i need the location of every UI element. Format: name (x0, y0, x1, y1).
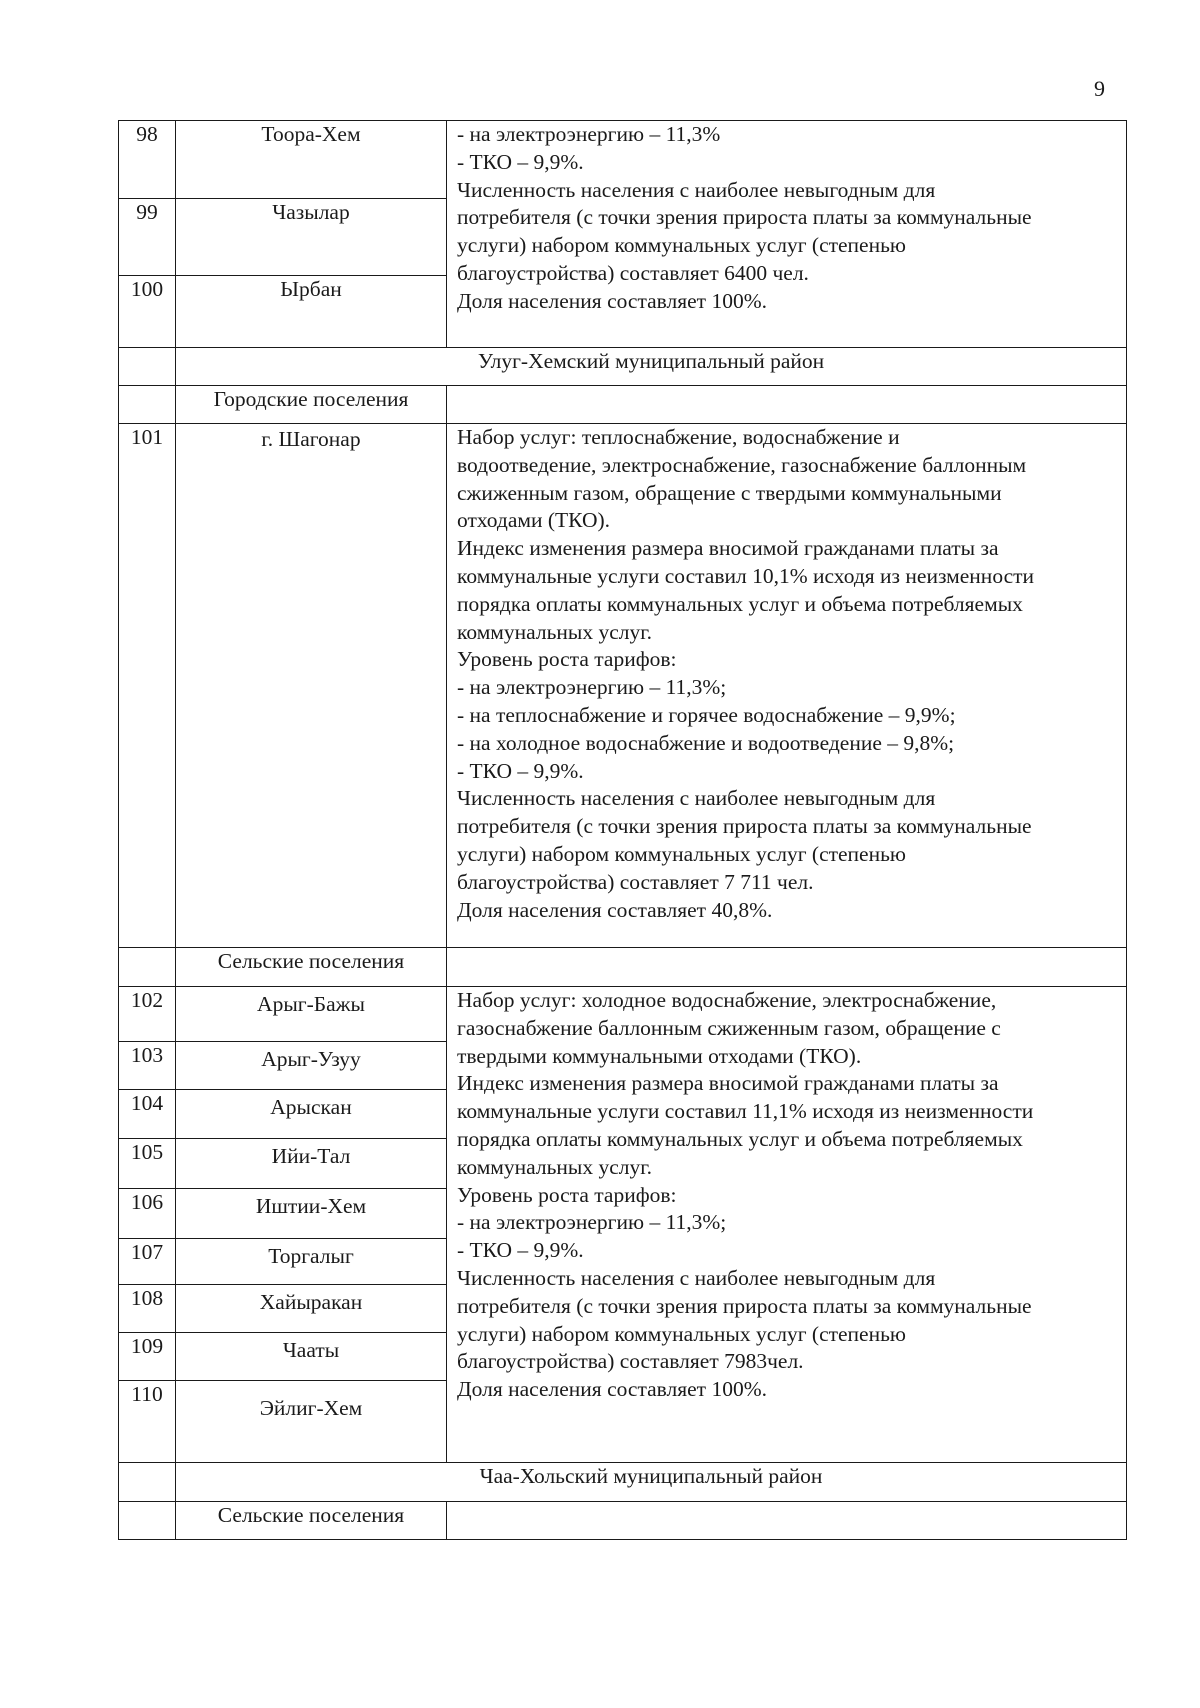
settlement-name: Арыскан (176, 1090, 447, 1139)
description-line: Доля населения составляет 100%. (457, 288, 767, 313)
settlement-name: Торгалыг (176, 1239, 447, 1285)
section-heading: Сельские поселения (176, 948, 447, 987)
row-number: 102 (119, 987, 176, 1042)
table-row (119, 121, 1127, 199)
description-line: коммунальные услуги составил 11,1% исходя из неизменности (457, 1099, 1034, 1124)
description-line: услуги) набором коммунальных услуг (степенью (457, 233, 906, 258)
row-number: 107 (119, 1239, 176, 1285)
description-line: - на электроэнергию – 11,3%; (457, 1210, 727, 1235)
description-line: - ТКО – 9,9%. (457, 758, 584, 783)
settlement-description (447, 987, 1127, 1463)
description-line: потребителя (с точки зрения прироста платы за коммунальные (457, 1293, 1032, 1318)
description-line: Набор услуг: холодное водоснабжение, электроснабжение, (457, 988, 997, 1012)
row-number: 108 (119, 1285, 176, 1333)
description-line: благоустройства) составляет 7 711 чел. (457, 869, 814, 894)
description-line: газоснабжение баллонным сжиженным газом, обращение с (457, 1015, 1001, 1040)
settlement-name: Тоора-Хем (176, 121, 447, 199)
page-number: 9 (1094, 76, 1105, 101)
description-line: Доля населения составляет 40,8%. (457, 897, 773, 922)
description-line: Численность населения с наиболее невыгодным для (457, 177, 936, 202)
row-number: 109 (119, 1333, 176, 1381)
description-line: сжиженным газом, обращение с твердыми коммунальными (457, 480, 1002, 505)
description-line: Индекс изменения размера вносимой гражданами платы за (457, 1071, 999, 1096)
row-number: 105 (119, 1139, 176, 1189)
settlement-name: Арыг-Узуу (176, 1042, 447, 1090)
section-heading: Городские поселения (176, 386, 447, 424)
row-number: 104 (119, 1090, 176, 1139)
settlement-name: Чааты (176, 1333, 447, 1381)
description-line: водоотведение, электроснабжение, газоснабжение баллонным (457, 452, 1027, 477)
description-line: - на электроэнергию – 11,3%; (457, 675, 727, 700)
section-heading: Сельские поселения (176, 1502, 447, 1540)
description-line: услуги) набором коммунальных услуг (степенью (457, 841, 906, 866)
description-line: - на электроэнергию – 11,3% (457, 122, 721, 146)
settlement-name: Эйлиг-Хем (176, 1381, 447, 1463)
section-row (119, 948, 1127, 987)
description-line: - на теплоснабжение и горячее водоснабжение – 9,9%; (457, 702, 956, 727)
description-line: Набор услуг: теплоснабжение, водоснабжение и (457, 425, 900, 449)
description-line: коммунальных услуг. (457, 619, 653, 644)
description-line: - на холодное водоснабжение и водоотведение – 9,8%; (457, 730, 955, 755)
section-row (119, 386, 1127, 424)
description-line: порядка оплаты коммунальных услуг и объема потребляемых (457, 1126, 1023, 1151)
description-line: Численность населения с наиболее невыгодным для (457, 786, 936, 811)
description-line: потребителя (с точки зрения прироста платы за коммунальные (457, 814, 1032, 839)
settlement-name: г. Шагонар (176, 424, 447, 948)
description-line: отходами (ТКО). (457, 508, 611, 533)
settlement-name: Хайыракан (176, 1285, 447, 1333)
description-line: услуги) набором коммунальных услуг (степенью (457, 1321, 906, 1346)
row-number: 103 (119, 1042, 176, 1090)
section-row (119, 1502, 1127, 1540)
settlements-table (118, 120, 1127, 1540)
row-number: 110 (119, 1381, 176, 1463)
settlement-name: Чазылар (176, 199, 447, 276)
description-line: Доля населения составляет 100%. (457, 1377, 767, 1402)
row-number: 99 (119, 199, 176, 276)
row-number: 100 (119, 276, 176, 348)
description-line: благоустройства) составляет 6400 чел. (457, 260, 809, 285)
settlement-name: Ийи-Тал (176, 1139, 447, 1189)
description-line: благоустройства) составляет 7983чел. (457, 1349, 804, 1374)
description-line: Уровень роста тарифов: (457, 647, 677, 672)
description-line: коммунальных услуг. (457, 1154, 653, 1179)
description-line: твердыми коммунальными отходами (ТКО). (457, 1043, 862, 1068)
description-line: Индекс изменения размера вносимой гражданами платы за (457, 536, 999, 561)
settlement-description (447, 424, 1127, 948)
district-row (119, 1463, 1127, 1502)
district-row (119, 348, 1127, 386)
description-line: Уровень роста тарифов: (457, 1182, 677, 1207)
table-row (119, 424, 1127, 948)
row-number: 101 (119, 424, 176, 948)
description-line: - ТКО – 9,9%. (457, 149, 584, 174)
description-line: Численность населения с наиболее невыгодным для (457, 1265, 936, 1290)
description-line: потребителя (с точки зрения прироста платы за коммунальные (457, 205, 1032, 230)
table-row (119, 987, 1127, 1042)
settlement-name: Арыг-Бажы (176, 987, 447, 1042)
description-line: - ТКО – 9,9%. (457, 1238, 584, 1263)
description-line: порядка оплаты коммунальных услуг и объема потребляемых (457, 591, 1023, 616)
district-heading: Улуг-Хемский муниципальный район (176, 348, 1127, 386)
settlement-name: Иштии-Хем (176, 1189, 447, 1239)
row-number: 98 (119, 121, 176, 199)
district-heading: Чаа-Хольский муниципальный район (176, 1463, 1127, 1502)
settlement-name: Ырбан (176, 276, 447, 348)
row-number: 106 (119, 1189, 176, 1239)
description-line: коммунальные услуги составил 10,1% исходя из неизменности (457, 563, 1035, 588)
settlement-description (447, 121, 1127, 348)
